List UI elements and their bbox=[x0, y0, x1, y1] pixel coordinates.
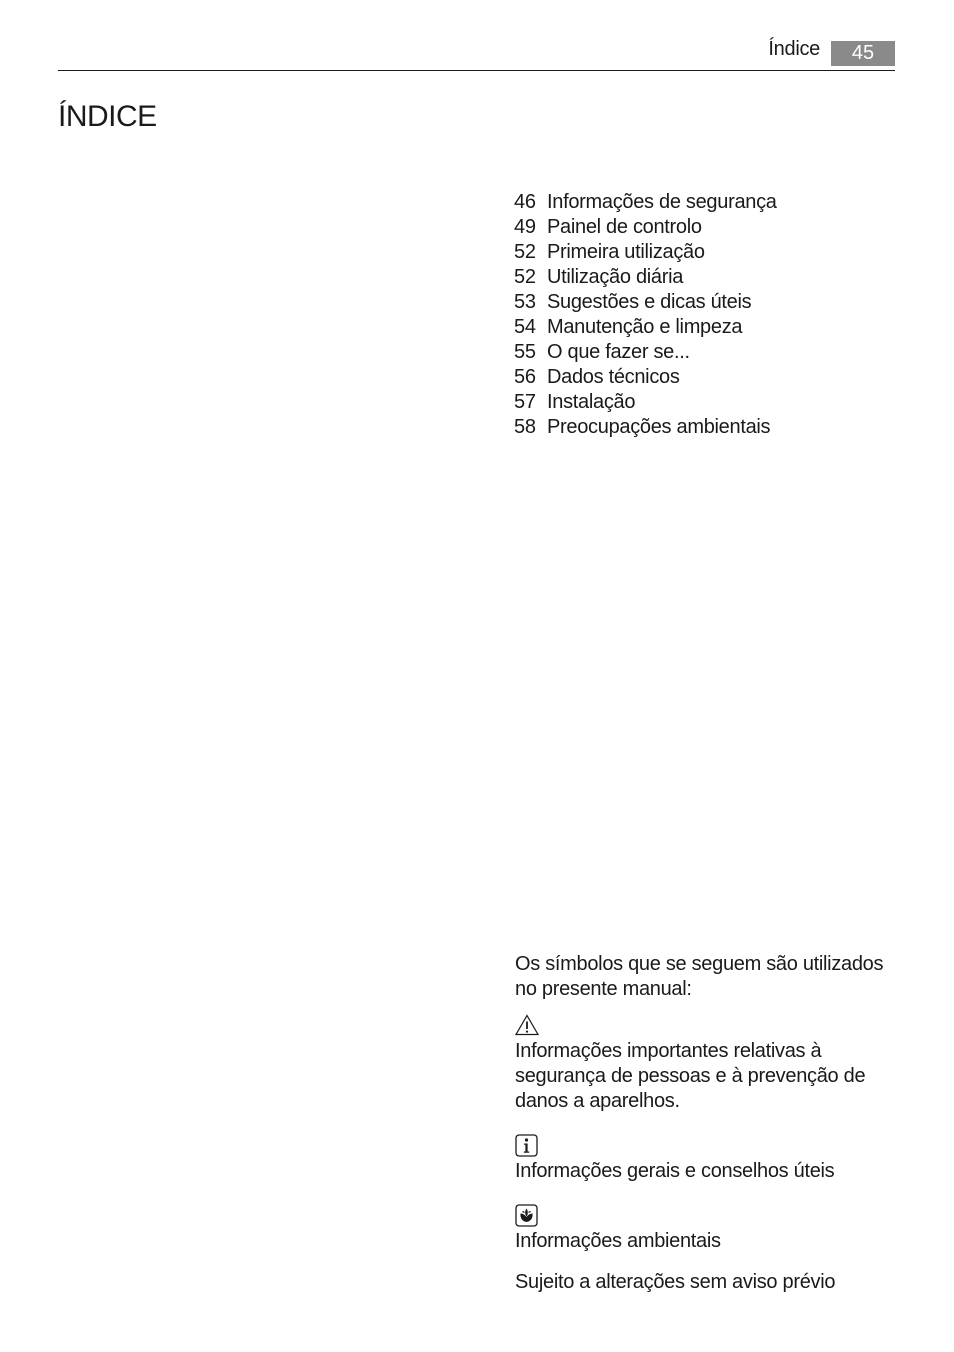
header-section-label: Índice bbox=[768, 38, 820, 60]
toc-label: Utilização diária bbox=[547, 266, 684, 288]
toc-label: Dados técnicos bbox=[547, 366, 680, 388]
toc-label: Sugestões e dicas úteis bbox=[547, 291, 752, 313]
symbol-info-text: Informações gerais e conselhos úteis bbox=[515, 1160, 835, 1182]
table-of-contents bbox=[514, 190, 777, 440]
toc-item[interactable] bbox=[514, 365, 777, 390]
toc-page-number: 56 bbox=[514, 366, 536, 388]
symbol-info bbox=[515, 1134, 900, 1184]
toc-label: Primeira utilização bbox=[547, 241, 705, 263]
toc-page-number: 52 bbox=[514, 241, 536, 263]
symbols-intro: Os símbolos que se seguem são utilizados no presente manual: bbox=[515, 953, 884, 1000]
toc-item[interactable] bbox=[514, 190, 777, 215]
toc-page-number: 55 bbox=[514, 341, 536, 363]
toc-page-number: 46 bbox=[514, 191, 536, 213]
toc-label: Preocupações ambientais bbox=[547, 416, 771, 438]
toc-label: Instalação bbox=[547, 391, 636, 413]
symbol-warning bbox=[515, 1014, 900, 1114]
info-icon bbox=[515, 1134, 900, 1158]
symbols-legend bbox=[515, 952, 900, 1295]
symbol-warning-text: Informações importantes relativas à segurança de pessoas e à prevenção de danos a aparelhos. bbox=[515, 1040, 866, 1112]
toc-label: Informações de segurança bbox=[547, 191, 777, 213]
toc-item[interactable] bbox=[514, 265, 777, 290]
toc-page-number: 58 bbox=[514, 416, 536, 438]
toc-item[interactable] bbox=[514, 340, 777, 365]
toc-item[interactable] bbox=[514, 215, 777, 240]
toc-item[interactable] bbox=[514, 415, 777, 440]
toc-item[interactable] bbox=[514, 290, 777, 315]
toc-page-number: 57 bbox=[514, 391, 536, 413]
toc-item[interactable] bbox=[514, 390, 777, 415]
toc-label: Painel de controlo bbox=[547, 216, 702, 238]
toc-page-number: 53 bbox=[514, 291, 536, 313]
warning-triangle-icon bbox=[515, 1014, 900, 1038]
toc-page-number: 54 bbox=[514, 316, 536, 338]
toc-page-number: 49 bbox=[514, 216, 536, 238]
toc-page-number: 52 bbox=[514, 266, 536, 288]
toc-item[interactable] bbox=[514, 240, 777, 265]
page-title: ÍNDICE bbox=[58, 100, 157, 133]
toc-label: Manutenção e limpeza bbox=[547, 316, 743, 338]
toc-label: O que fazer se... bbox=[547, 341, 690, 363]
environment-icon bbox=[515, 1204, 900, 1228]
footer-note: Sujeito a alterações sem aviso prévio bbox=[515, 1271, 836, 1293]
symbol-environment-text: Informações ambientais bbox=[515, 1230, 721, 1252]
toc-item[interactable] bbox=[514, 315, 777, 340]
page-number-tab: 45 bbox=[831, 41, 895, 66]
symbol-environment bbox=[515, 1204, 900, 1254]
header-rule bbox=[58, 70, 895, 71]
